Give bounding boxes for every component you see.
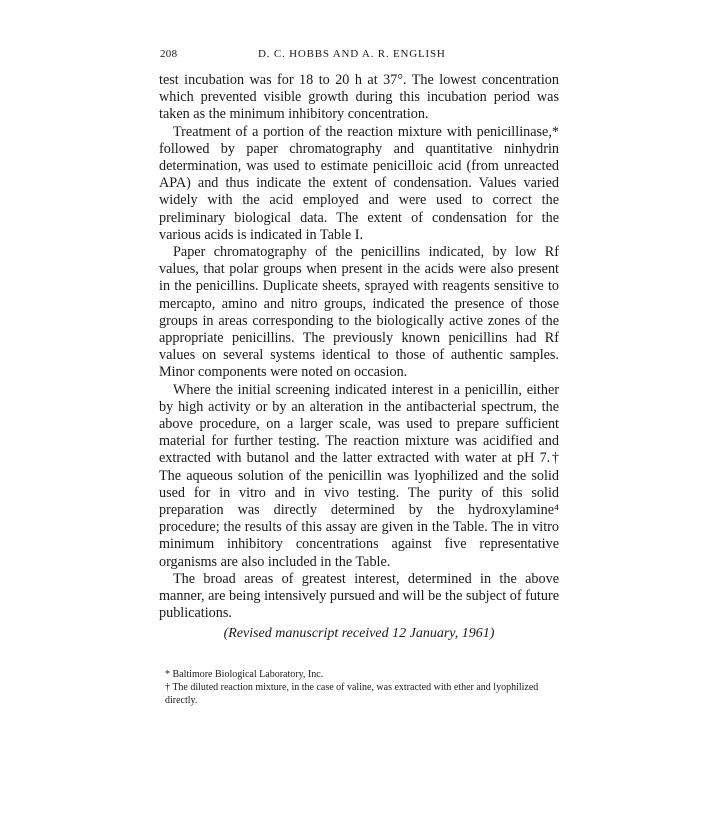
running-head-authors: D. C. HOBBS AND A. R. ENGLISH bbox=[258, 48, 446, 60]
article-body bbox=[159, 72, 559, 623]
paragraph-2: Treatment of a portion of the reaction mixture with penicillinase,* followed by paper chromatography and quantitative ninhydrin determination, was used to estimate penicilloic acid (from unreacted APA) and thus indicate the extent of condensation. Values varied widely with the acid employed and were used to correct the preliminary biological data. The extent of condensation for the various acids is indicated in Table I. bbox=[159, 123, 559, 243]
paragraph-5: The broad areas of greatest interest, determined in the above manner, are being intensively pursued and will be the subject of future publications. bbox=[159, 570, 559, 622]
footnote-1: * Baltimore Biological Laboratory, Inc. bbox=[165, 669, 324, 680]
paragraph-1: test incubation was for 18 to 20 h at 37°. The lowest concentration which prevented visible growth during this incubation period was taken as the minimum inhibitory concentration. bbox=[159, 72, 559, 123]
page-number: 208 bbox=[160, 48, 178, 60]
paragraph-3: Paper chromatography of the penicillins indicated, by low Rf values, that polar groups when present in the acids were also present in the penicillins. Duplicate sheets, sprayed with reagents sensitive to mercapto, amino and nitro groups, indicated the presence of those groups in areas corresponding to the biologically active zones of the appropriate penicillins. The previously known penicillins had Rf values on several systems identical to those of authentic samples. Minor components were noted on occasion. bbox=[159, 244, 559, 381]
paragraph-4: Where the initial screening indicated interest in a penicillin, either by high activity or by an alteration in the antibacterial spectrum, the above procedure, on a larger scale, was used to prepare sufficient material for further testing. The reaction mixture was acidified and extracted with butanol and the latter extracted with water at pH 7.† The aqueous solution of the penicillin was lyophilized and the solid used for in vitro and in vivo testing. The purity of this solid preparation was directly determined by the hydroxylamine⁴ procedure; the results of this assay are given in the Table. The in vitro minimum inhibitory concentrations against five representative organisms are also included in the Table. bbox=[159, 381, 559, 570]
footnotes bbox=[159, 668, 569, 707]
footnote-2: † The diluted reaction mixture, in the case of valine, was extracted with ether and lyophilized directly. bbox=[165, 682, 539, 706]
revised-manuscript-note: (Revised manuscript received 12 January, 1961) bbox=[223, 626, 495, 641]
